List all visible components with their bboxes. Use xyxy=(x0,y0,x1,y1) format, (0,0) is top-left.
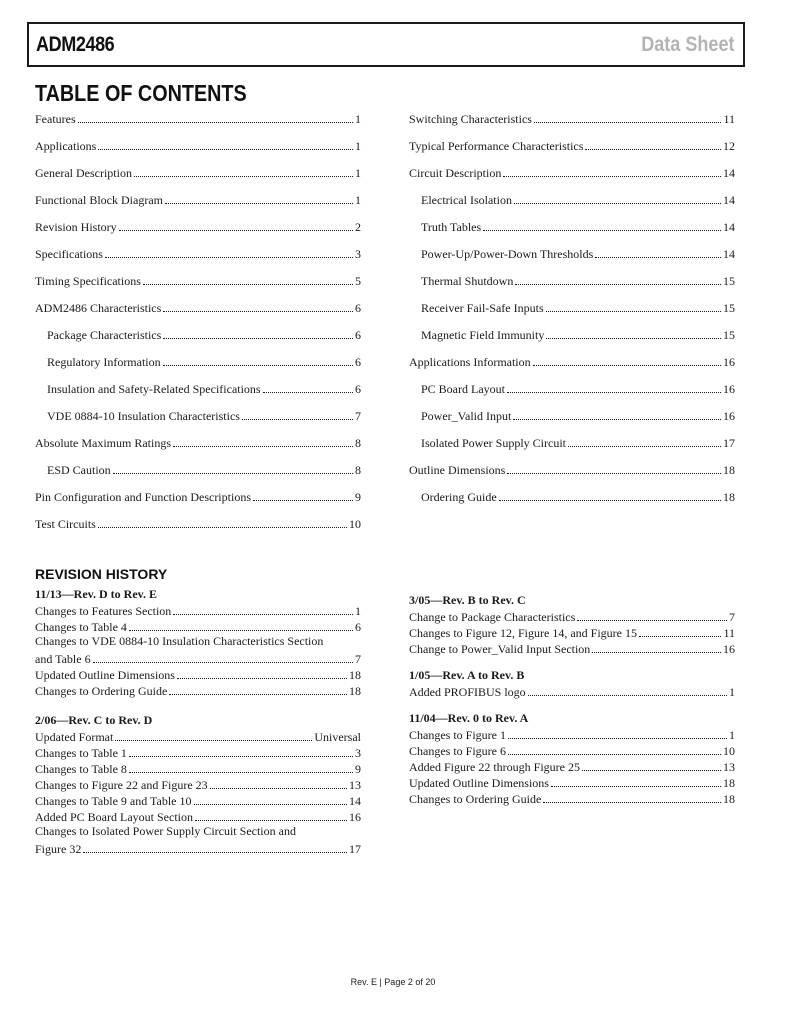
revision-entry xyxy=(35,728,361,744)
dot-leader xyxy=(83,852,347,853)
toc-entry[interactable] xyxy=(409,461,735,477)
toc-entry-page: 14 xyxy=(723,193,735,207)
revision-entry-text: Change to Package Characteristics xyxy=(409,610,576,624)
revision-entry-page: 1 xyxy=(729,685,735,699)
revision-entry xyxy=(35,840,361,856)
toc-entry-label: Test Circuits xyxy=(35,517,96,531)
toc-entry[interactable] xyxy=(35,515,361,531)
dot-leader xyxy=(98,527,347,528)
toc-entry-page: 7 xyxy=(355,409,361,423)
dot-leader xyxy=(507,392,721,393)
revision-entry-text: Changes to Features Section xyxy=(35,604,172,618)
toc-entry-label: Pin Configuration and Function Descriptions xyxy=(35,490,251,504)
dot-leader xyxy=(514,203,721,204)
dot-leader xyxy=(263,392,353,393)
toc-entry-page: 16 xyxy=(723,355,735,369)
dot-leader xyxy=(98,149,353,150)
toc-entry-page: 12 xyxy=(723,139,735,153)
dot-leader xyxy=(129,630,353,631)
toc-entry-label: Receiver Fail-Safe Inputs xyxy=(421,301,544,315)
dot-leader xyxy=(78,122,353,123)
revision-entry-text: Changes to Figure 6 xyxy=(409,744,506,758)
dot-leader xyxy=(194,804,347,805)
dot-leader xyxy=(595,257,721,258)
toc-entry-label: Thermal Shutdown xyxy=(421,274,514,288)
dot-leader xyxy=(143,284,353,285)
dot-leader xyxy=(592,652,721,653)
toc-entry-page: 15 xyxy=(723,274,735,288)
revision-entry-text: Changes to VDE 0884-10 Insulation Characteristics Section xyxy=(35,634,324,648)
dot-leader xyxy=(113,473,353,474)
dot-leader xyxy=(169,694,347,695)
revision-entry-text: Changes to Table 9 and Table 10 xyxy=(35,794,192,808)
revision-entry-page: 7 xyxy=(729,610,735,624)
dot-leader xyxy=(173,446,353,447)
dot-leader xyxy=(129,772,353,773)
dot-leader xyxy=(173,614,353,615)
revision-entry-page: 18 xyxy=(349,668,361,682)
revision-entry-text: Added PC Board Layout Section xyxy=(35,810,193,824)
revision-entry-text: Changes to Figure 22 and Figure 23 xyxy=(35,778,208,792)
dot-leader xyxy=(163,311,353,312)
dot-leader xyxy=(93,662,353,663)
dot-leader xyxy=(503,176,721,177)
dot-leader xyxy=(163,338,353,339)
revision-entry xyxy=(35,666,361,682)
toc-entry-page: 8 xyxy=(355,463,361,477)
toc-entry-page: 6 xyxy=(355,301,361,315)
toc-entry-page: 8 xyxy=(355,436,361,450)
toc-entry[interactable] xyxy=(409,137,735,153)
toc-entry[interactable] xyxy=(409,299,735,315)
revision-entry xyxy=(35,602,361,618)
page-footer: Rev. E | Page 2 of 20 xyxy=(350,977,436,987)
revision-entry xyxy=(409,758,735,774)
toc-entry[interactable] xyxy=(35,407,361,423)
revision-entry-text: Changes to Ordering Guide xyxy=(35,684,168,698)
dot-leader xyxy=(242,419,353,420)
toc-entry[interactable] xyxy=(409,272,735,288)
revision-entry xyxy=(35,760,361,776)
revision-entry-page: 18 xyxy=(349,684,361,698)
toc-entry-label: Applications xyxy=(35,139,97,153)
revision-group xyxy=(35,586,361,698)
toc-entry-label: Timing Specifications xyxy=(35,274,141,288)
revision-entry-page: 6 xyxy=(355,620,361,634)
revision-entry xyxy=(35,682,361,698)
toc-entry[interactable] xyxy=(35,461,361,477)
toc-entry-label: Regulatory Information xyxy=(47,355,161,369)
toc-entry-page: 16 xyxy=(723,409,735,423)
toc-entry-label: Features xyxy=(35,112,76,126)
toc-entry[interactable] xyxy=(35,245,361,261)
toc-entry-label: Power_Valid Input xyxy=(421,409,512,423)
toc-entry-label: Power-Up/Power-Down Thresholds xyxy=(421,247,594,261)
revision-entry-text: Changes to Isolated Power Supply Circuit Section and xyxy=(35,824,296,838)
toc-title: TABLE OF CONTENTS xyxy=(35,80,247,106)
toc-entry-page: 15 xyxy=(723,328,735,342)
revision-entry xyxy=(35,744,361,760)
toc-entry-page: 3 xyxy=(355,247,361,261)
toc-entry-page: 11 xyxy=(723,112,735,126)
toc-entry-label: Truth Tables xyxy=(421,220,482,234)
dot-leader xyxy=(129,756,353,757)
toc-entry-label: Outline Dimensions xyxy=(409,463,506,477)
toc-entry-label: Isolated Power Supply Circuit xyxy=(421,436,566,450)
toc-entry[interactable] xyxy=(409,380,735,396)
toc-entry[interactable] xyxy=(409,164,735,180)
toc-entry[interactable] xyxy=(409,218,735,234)
revision-entry-text: Updated Format xyxy=(35,730,114,744)
revision-entry-page: 1 xyxy=(355,604,361,618)
dot-leader xyxy=(195,820,347,821)
toc-entry-label: Circuit Description xyxy=(409,166,502,180)
toc-entry[interactable] xyxy=(35,380,361,396)
toc-entry[interactable] xyxy=(409,434,735,450)
toc-entry[interactable] xyxy=(409,191,735,207)
dot-leader xyxy=(105,257,353,258)
dot-leader xyxy=(163,365,353,366)
revision-entry-continuation: and Table 6 xyxy=(35,652,91,666)
toc-entry-label: Insulation and Safety-Related Specifications xyxy=(47,382,261,396)
dot-leader xyxy=(134,176,353,177)
toc-entry-page: 18 xyxy=(723,463,735,477)
revision-group xyxy=(35,712,361,856)
part-number: ADM2486 xyxy=(36,33,115,56)
dot-leader xyxy=(253,500,353,501)
dot-leader xyxy=(577,620,727,621)
toc-entry-label: Switching Characteristics xyxy=(409,112,532,126)
revision-entry-text: Changes to Table 4 xyxy=(35,620,127,634)
revision-entry-page: 11 xyxy=(723,626,735,640)
revision-entry-page: 13 xyxy=(723,760,735,774)
toc-entry[interactable] xyxy=(35,488,361,504)
revision-entry-page: 10 xyxy=(723,744,735,758)
revision-entry-text: Changes to Figure 1 xyxy=(409,728,506,742)
dot-leader xyxy=(568,446,721,447)
toc-entry[interactable] xyxy=(35,191,361,207)
toc-entry-page: 1 xyxy=(355,112,361,126)
revision-entry xyxy=(35,650,361,666)
page-header xyxy=(27,22,745,67)
dot-leader xyxy=(528,695,727,696)
dot-leader xyxy=(483,230,721,231)
revision-heading: 2/06—Rev. C to Rev. D xyxy=(35,713,153,727)
toc-entry-page: 5 xyxy=(355,274,361,288)
dot-leader xyxy=(551,786,721,787)
revision-history-title: REVISION HISTORY xyxy=(35,566,168,582)
revision-entry-text: Changes to Figure 12, Figure 14, and Figure 15 xyxy=(409,626,637,640)
toc-entry-label: PC Board Layout xyxy=(421,382,505,396)
revision-entry-page: 14 xyxy=(349,794,361,808)
revision-entry-page: 13 xyxy=(349,778,361,792)
toc-entry[interactable] xyxy=(409,353,735,369)
toc-entry-label: ESD Caution xyxy=(47,463,111,477)
toc-entry[interactable] xyxy=(409,407,735,423)
revision-entry-continuation: Figure 32 xyxy=(35,842,82,856)
toc-entry-page: 1 xyxy=(355,193,361,207)
toc-entry[interactable] xyxy=(35,326,361,342)
revision-history-left xyxy=(35,586,361,856)
toc-entry-page: 9 xyxy=(355,490,361,504)
toc-entry[interactable] xyxy=(35,299,361,315)
dot-leader xyxy=(499,500,721,501)
revision-entry-text: Change to Power_Valid Input Section xyxy=(409,642,591,656)
toc-entry[interactable] xyxy=(35,110,361,126)
toc-entry-label: ADM2486 Characteristics xyxy=(35,301,162,315)
revision-heading: 11/13—Rev. D to Rev. E xyxy=(35,587,157,601)
toc-entry[interactable] xyxy=(409,245,735,261)
revision-entry-page: 16 xyxy=(349,810,361,824)
toc-entry-label: Revision History xyxy=(35,220,117,234)
toc-entry[interactable] xyxy=(35,353,361,369)
revision-entry-page: Universal xyxy=(314,730,361,744)
revision-entry xyxy=(409,640,735,656)
dot-leader xyxy=(210,788,347,789)
revision-entry-text: Changes to Table 8 xyxy=(35,762,127,776)
revision-entry xyxy=(409,790,735,806)
toc-entry-page: 17 xyxy=(723,436,735,450)
revision-entry-text: Added PROFIBUS logo xyxy=(409,685,526,699)
toc-entry-page: 1 xyxy=(355,166,361,180)
revision-entry xyxy=(35,618,361,634)
revision-entry-text: Added Figure 22 through Figure 25 xyxy=(409,760,580,774)
toc-entry-label: VDE 0884-10 Insulation Characteristics xyxy=(47,409,240,423)
revision-entry-page: 1 xyxy=(729,728,735,742)
revision-group xyxy=(409,710,735,806)
revision-entry xyxy=(409,726,735,742)
dot-leader xyxy=(515,284,721,285)
toc-entry-page: 6 xyxy=(355,328,361,342)
dot-leader xyxy=(543,802,721,803)
toc-entry-label: Package Characteristics xyxy=(47,328,162,342)
revision-entry xyxy=(35,808,361,824)
revision-group xyxy=(409,667,735,699)
toc-entry[interactable] xyxy=(409,488,735,504)
toc-entry-page: 1 xyxy=(355,139,361,153)
toc-entry[interactable] xyxy=(35,164,361,180)
doc-type: Data Sheet xyxy=(641,33,735,56)
revision-entry-page: 16 xyxy=(723,642,735,656)
dot-leader xyxy=(508,754,721,755)
toc-entry-label: General Description xyxy=(35,166,132,180)
revision-entry-text: Changes to Ordering Guide xyxy=(409,792,542,806)
dot-leader xyxy=(177,678,347,679)
toc-entry-page: 14 xyxy=(723,220,735,234)
revision-entry-text: Changes to Table 1 xyxy=(35,746,127,760)
revision-entry-text: Updated Outline Dimensions xyxy=(409,776,549,790)
toc-entry[interactable] xyxy=(409,110,735,126)
revision-entry xyxy=(35,792,361,808)
revision-entry-page: 7 xyxy=(355,652,361,666)
revision-entry-page: 18 xyxy=(723,792,735,806)
revision-entry-page: 17 xyxy=(349,842,361,856)
toc-entry-page: 14 xyxy=(723,166,735,180)
toc-entry-label: Functional Block Diagram xyxy=(35,193,163,207)
revision-heading: 11/04—Rev. 0 to Rev. A xyxy=(409,711,529,725)
toc-entry[interactable] xyxy=(35,218,361,234)
toc-entry[interactable] xyxy=(35,434,361,450)
dot-leader xyxy=(165,203,353,204)
revision-entry xyxy=(409,683,735,699)
revision-entry-page: 18 xyxy=(723,776,735,790)
dot-leader xyxy=(119,230,353,231)
toc-entry-page: 6 xyxy=(355,382,361,396)
toc-entry-label: Absolute Maximum Ratings xyxy=(35,436,171,450)
toc-entry-label: Typical Performance Characteristics xyxy=(409,139,584,153)
revision-heading: 3/05—Rev. B to Rev. C xyxy=(409,593,526,607)
toc-entry-label: Applications Information xyxy=(409,355,531,369)
toc-entry-page: 14 xyxy=(723,247,735,261)
revision-entry xyxy=(409,624,735,640)
toc-entry-label: Specifications xyxy=(35,247,103,261)
revision-entry-text: Updated Outline Dimensions xyxy=(35,668,175,682)
toc-entry-page: 10 xyxy=(349,517,361,531)
dot-leader xyxy=(546,311,721,312)
toc-entry-page: 15 xyxy=(723,301,735,315)
dot-leader xyxy=(513,419,721,420)
revision-entry xyxy=(409,742,735,758)
revision-history-right xyxy=(409,592,735,806)
revision-entry xyxy=(409,608,735,624)
toc-entry-page: 2 xyxy=(355,220,361,234)
revision-entry-page: 3 xyxy=(355,746,361,760)
revision-group xyxy=(409,592,735,656)
toc-entry-label: Electrical Isolation xyxy=(421,193,512,207)
toc-entry[interactable] xyxy=(35,272,361,288)
toc-entry[interactable] xyxy=(409,326,735,342)
toc-entry-page: 6 xyxy=(355,355,361,369)
revision-entry-page: 9 xyxy=(355,762,361,776)
toc-entry-label: Magnetic Field Immunity xyxy=(421,328,545,342)
dot-leader xyxy=(508,738,727,739)
dot-leader xyxy=(533,365,721,366)
dot-leader xyxy=(546,338,721,339)
dot-leader xyxy=(582,770,721,771)
dot-leader xyxy=(115,740,312,741)
toc-entry-label: Ordering Guide xyxy=(421,490,497,504)
dot-leader xyxy=(585,149,721,150)
dot-leader xyxy=(639,636,721,637)
toc-entry[interactable] xyxy=(35,137,361,153)
toc-entry-page: 18 xyxy=(723,490,735,504)
revision-entry xyxy=(409,774,735,790)
dot-leader xyxy=(534,122,721,123)
revision-heading: 1/05—Rev. A to Rev. B xyxy=(409,668,525,682)
dot-leader xyxy=(507,473,721,474)
revision-entry xyxy=(35,776,361,792)
toc-entry-page: 16 xyxy=(723,382,735,396)
